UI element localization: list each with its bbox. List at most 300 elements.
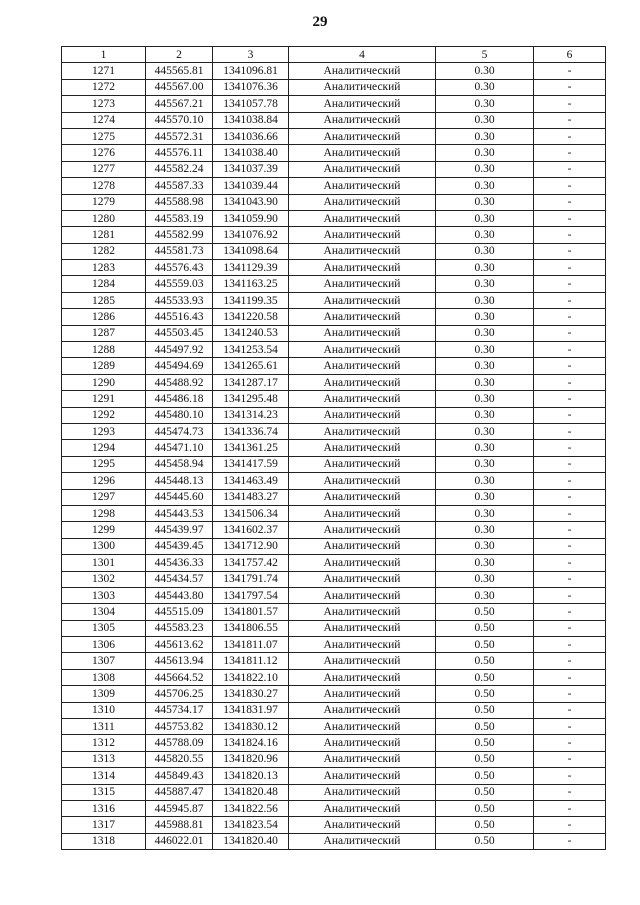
x-coordinate-cell: 445443.53 — [146, 505, 213, 521]
point-number-cell: 1318 — [62, 833, 146, 849]
table-row — [62, 800, 606, 816]
point-number-cell: 1288 — [62, 342, 146, 358]
error-cell: 0.50 — [436, 751, 534, 767]
y-coordinate-cell: 1341057.78 — [213, 96, 289, 112]
point-number-cell: 1291 — [62, 391, 146, 407]
table-row — [62, 784, 606, 800]
method-cell: Аналитический — [289, 112, 436, 128]
y-coordinate-cell: 1341824.16 — [213, 735, 289, 751]
note-cell: - — [534, 260, 606, 276]
x-coordinate-cell: 445613.94 — [146, 653, 213, 669]
note-cell: - — [534, 784, 606, 800]
x-coordinate-cell: 445583.23 — [146, 620, 213, 636]
method-cell: Аналитический — [289, 751, 436, 767]
note-cell: - — [534, 620, 606, 636]
point-number-cell: 1278 — [62, 178, 146, 194]
x-coordinate-cell: 445582.99 — [146, 227, 213, 243]
y-coordinate-cell: 1341820.13 — [213, 768, 289, 784]
x-coordinate-cell: 445533.93 — [146, 292, 213, 308]
method-cell: Аналитический — [289, 260, 436, 276]
x-coordinate-cell: 445458.94 — [146, 456, 213, 472]
error-cell: 0.50 — [436, 817, 534, 833]
table-row — [62, 342, 606, 358]
note-cell: - — [534, 473, 606, 489]
table-row — [62, 423, 606, 439]
method-cell: Аналитический — [289, 800, 436, 816]
table-row — [62, 719, 606, 735]
note-cell: - — [534, 342, 606, 358]
note-cell: - — [534, 391, 606, 407]
table-row — [62, 653, 606, 669]
note-cell: - — [534, 669, 606, 685]
method-cell: Аналитический — [289, 407, 436, 423]
note-cell: - — [534, 194, 606, 210]
method-cell: Аналитический — [289, 620, 436, 636]
note-cell: - — [534, 817, 606, 833]
table-row — [62, 194, 606, 210]
x-coordinate-cell: 445439.45 — [146, 538, 213, 554]
point-number-cell: 1286 — [62, 309, 146, 325]
table-row — [62, 407, 606, 423]
table-row — [62, 276, 606, 292]
y-coordinate-cell: 1341811.07 — [213, 637, 289, 653]
table-row — [62, 440, 606, 456]
point-number-cell: 1313 — [62, 751, 146, 767]
y-coordinate-cell: 1341038.84 — [213, 112, 289, 128]
point-number-cell: 1312 — [62, 735, 146, 751]
method-cell: Аналитический — [289, 128, 436, 144]
method-cell: Аналитический — [289, 817, 436, 833]
table-row — [62, 473, 606, 489]
error-cell: 0.30 — [436, 587, 534, 603]
point-number-cell: 1310 — [62, 702, 146, 718]
table-row — [62, 391, 606, 407]
note-cell: - — [534, 358, 606, 374]
y-coordinate-cell: 1341287.17 — [213, 374, 289, 390]
coordinates-table — [61, 46, 606, 850]
y-coordinate-cell: 1341059.90 — [213, 210, 289, 226]
column-header: 2 — [146, 47, 213, 63]
x-coordinate-cell: 445439.97 — [146, 522, 213, 538]
method-cell: Аналитический — [289, 423, 436, 439]
note-cell: - — [534, 227, 606, 243]
y-coordinate-cell: 1341038.40 — [213, 145, 289, 161]
method-cell: Аналитический — [289, 194, 436, 210]
point-number-cell: 1307 — [62, 653, 146, 669]
x-coordinate-cell: 445515.09 — [146, 604, 213, 620]
point-number-cell: 1293 — [62, 423, 146, 439]
method-cell: Аналитический — [289, 505, 436, 521]
table-row — [62, 637, 606, 653]
x-coordinate-cell: 445572.31 — [146, 128, 213, 144]
point-number-cell: 1306 — [62, 637, 146, 653]
y-coordinate-cell: 1341602.37 — [213, 522, 289, 538]
x-coordinate-cell: 445436.33 — [146, 555, 213, 571]
method-cell: Аналитический — [289, 768, 436, 784]
method-cell: Аналитический — [289, 669, 436, 685]
column-header: 6 — [534, 47, 606, 63]
y-coordinate-cell: 1341797.54 — [213, 587, 289, 603]
table-row — [62, 374, 606, 390]
y-coordinate-cell: 1341463.49 — [213, 473, 289, 489]
method-cell: Аналитический — [289, 538, 436, 554]
error-cell: 0.30 — [436, 473, 534, 489]
note-cell: - — [534, 653, 606, 669]
point-number-cell: 1271 — [62, 63, 146, 79]
point-number-cell: 1308 — [62, 669, 146, 685]
method-cell: Аналитический — [289, 440, 436, 456]
table-header-row — [62, 47, 606, 63]
method-cell: Аналитический — [289, 227, 436, 243]
note-cell: - — [534, 637, 606, 653]
method-cell: Аналитический — [289, 178, 436, 194]
note-cell: - — [534, 555, 606, 571]
y-coordinate-cell: 1341830.27 — [213, 686, 289, 702]
note-cell: - — [534, 522, 606, 538]
table-row — [62, 751, 606, 767]
note-cell: - — [534, 833, 606, 849]
y-coordinate-cell: 1341036.66 — [213, 128, 289, 144]
table-row — [62, 325, 606, 341]
x-coordinate-cell: 445497.92 — [146, 342, 213, 358]
method-cell: Аналитический — [289, 79, 436, 95]
note-cell: - — [534, 145, 606, 161]
note-cell: - — [534, 407, 606, 423]
method-cell: Аналитический — [289, 653, 436, 669]
column-header: 3 — [213, 47, 289, 63]
point-number-cell: 1303 — [62, 587, 146, 603]
x-coordinate-cell: 445576.43 — [146, 260, 213, 276]
error-cell: 0.30 — [436, 325, 534, 341]
point-number-cell: 1284 — [62, 276, 146, 292]
point-number-cell: 1311 — [62, 719, 146, 735]
note-cell: - — [534, 178, 606, 194]
note-cell: - — [534, 686, 606, 702]
table-row — [62, 96, 606, 112]
error-cell: 0.30 — [436, 505, 534, 521]
y-coordinate-cell: 1341199.35 — [213, 292, 289, 308]
x-coordinate-cell: 445565.81 — [146, 63, 213, 79]
error-cell: 0.30 — [436, 276, 534, 292]
error-cell: 0.30 — [436, 63, 534, 79]
error-cell: 0.30 — [436, 571, 534, 587]
x-coordinate-cell: 445849.43 — [146, 768, 213, 784]
point-number-cell: 1275 — [62, 128, 146, 144]
table-row — [62, 555, 606, 571]
x-coordinate-cell: 445583.19 — [146, 210, 213, 226]
note-cell: - — [534, 79, 606, 95]
y-coordinate-cell: 1341820.48 — [213, 784, 289, 800]
error-cell: 0.30 — [436, 423, 534, 439]
table-row — [62, 128, 606, 144]
point-number-cell: 1295 — [62, 456, 146, 472]
table-row — [62, 63, 606, 79]
x-coordinate-cell: 445582.24 — [146, 161, 213, 177]
method-cell: Аналитический — [289, 604, 436, 620]
table-row — [62, 227, 606, 243]
method-cell: Аналитический — [289, 276, 436, 292]
method-cell: Аналитический — [289, 702, 436, 718]
error-cell: 0.30 — [436, 538, 534, 554]
table-row — [62, 505, 606, 521]
point-number-cell: 1290 — [62, 374, 146, 390]
error-cell: 0.50 — [436, 735, 534, 751]
point-number-cell: 1314 — [62, 768, 146, 784]
error-cell: 0.50 — [436, 686, 534, 702]
note-cell: - — [534, 112, 606, 128]
error-cell: 0.50 — [436, 637, 534, 653]
method-cell: Аналитический — [289, 342, 436, 358]
y-coordinate-cell: 1341220.58 — [213, 309, 289, 325]
x-coordinate-cell: 445734.17 — [146, 702, 213, 718]
error-cell: 0.30 — [436, 128, 534, 144]
method-cell: Аналитический — [289, 522, 436, 538]
x-coordinate-cell: 445587.33 — [146, 178, 213, 194]
table-row — [62, 112, 606, 128]
x-coordinate-cell: 445559.03 — [146, 276, 213, 292]
y-coordinate-cell: 1341265.61 — [213, 358, 289, 374]
table-row — [62, 260, 606, 276]
point-number-cell: 1302 — [62, 571, 146, 587]
error-cell: 0.30 — [436, 309, 534, 325]
x-coordinate-cell: 445567.21 — [146, 96, 213, 112]
error-cell: 0.30 — [436, 440, 534, 456]
point-number-cell: 1292 — [62, 407, 146, 423]
method-cell: Аналитический — [289, 686, 436, 702]
x-coordinate-cell: 445471.10 — [146, 440, 213, 456]
table-row — [62, 686, 606, 702]
y-coordinate-cell: 1341098.64 — [213, 243, 289, 259]
point-number-cell: 1301 — [62, 555, 146, 571]
method-cell: Аналитический — [289, 587, 436, 603]
y-coordinate-cell: 1341757.42 — [213, 555, 289, 571]
y-coordinate-cell: 1341129.39 — [213, 260, 289, 276]
x-coordinate-cell: 445788.09 — [146, 735, 213, 751]
error-cell: 0.50 — [436, 800, 534, 816]
x-coordinate-cell: 445486.18 — [146, 391, 213, 407]
x-coordinate-cell: 445494.69 — [146, 358, 213, 374]
point-number-cell: 1298 — [62, 505, 146, 521]
error-cell: 0.30 — [436, 374, 534, 390]
y-coordinate-cell: 1341506.34 — [213, 505, 289, 521]
x-coordinate-cell: 446022.01 — [146, 833, 213, 849]
table-row — [62, 358, 606, 374]
method-cell: Аналитический — [289, 833, 436, 849]
table-row — [62, 292, 606, 308]
x-coordinate-cell: 445488.92 — [146, 374, 213, 390]
x-coordinate-cell: 445753.82 — [146, 719, 213, 735]
x-coordinate-cell: 445503.45 — [146, 325, 213, 341]
table-row — [62, 210, 606, 226]
table-body — [62, 63, 606, 850]
y-coordinate-cell: 1341253.54 — [213, 342, 289, 358]
x-coordinate-cell: 445480.10 — [146, 407, 213, 423]
note-cell: - — [534, 751, 606, 767]
method-cell: Аналитический — [289, 325, 436, 341]
y-coordinate-cell: 1341712.90 — [213, 538, 289, 554]
error-cell: 0.30 — [436, 555, 534, 571]
method-cell: Аналитический — [289, 243, 436, 259]
point-number-cell: 1305 — [62, 620, 146, 636]
error-cell: 0.30 — [436, 292, 534, 308]
error-cell: 0.30 — [436, 358, 534, 374]
point-number-cell: 1277 — [62, 161, 146, 177]
method-cell: Аналитический — [289, 489, 436, 505]
point-number-cell: 1283 — [62, 260, 146, 276]
point-number-cell: 1279 — [62, 194, 146, 210]
y-coordinate-cell: 1341314.23 — [213, 407, 289, 423]
x-coordinate-cell: 445820.55 — [146, 751, 213, 767]
method-cell: Аналитический — [289, 374, 436, 390]
point-number-cell: 1280 — [62, 210, 146, 226]
error-cell: 0.30 — [436, 243, 534, 259]
table-row — [62, 309, 606, 325]
method-cell: Аналитический — [289, 456, 436, 472]
column-header: 4 — [289, 47, 436, 63]
table-row — [62, 571, 606, 587]
note-cell: - — [534, 325, 606, 341]
method-cell: Аналитический — [289, 96, 436, 112]
method-cell: Аналитический — [289, 145, 436, 161]
error-cell: 0.30 — [436, 342, 534, 358]
table-row — [62, 817, 606, 833]
error-cell: 0.30 — [436, 145, 534, 161]
note-cell: - — [534, 571, 606, 587]
table-row — [62, 669, 606, 685]
note-cell: - — [534, 456, 606, 472]
note-cell: - — [534, 604, 606, 620]
note-cell: - — [534, 489, 606, 505]
point-number-cell: 1282 — [62, 243, 146, 259]
note-cell: - — [534, 309, 606, 325]
error-cell: 0.30 — [436, 112, 534, 128]
point-number-cell: 1276 — [62, 145, 146, 161]
point-number-cell: 1287 — [62, 325, 146, 341]
point-number-cell: 1274 — [62, 112, 146, 128]
page-number: 29 — [312, 14, 328, 30]
y-coordinate-cell: 1341240.53 — [213, 325, 289, 341]
method-cell: Аналитический — [289, 358, 436, 374]
x-coordinate-cell: 445581.73 — [146, 243, 213, 259]
note-cell: - — [534, 128, 606, 144]
method-cell: Аналитический — [289, 637, 436, 653]
error-cell: 0.50 — [436, 653, 534, 669]
point-number-cell: 1294 — [62, 440, 146, 456]
table-row — [62, 768, 606, 784]
method-cell: Аналитический — [289, 210, 436, 226]
point-number-cell: 1273 — [62, 96, 146, 112]
error-cell: 0.50 — [436, 604, 534, 620]
note-cell: - — [534, 768, 606, 784]
note-cell: - — [534, 505, 606, 521]
table-row — [62, 735, 606, 751]
note-cell: - — [534, 440, 606, 456]
method-cell: Аналитический — [289, 473, 436, 489]
table-row — [62, 833, 606, 849]
table-row — [62, 587, 606, 603]
column-header: 5 — [436, 47, 534, 63]
y-coordinate-cell: 1341822.10 — [213, 669, 289, 685]
x-coordinate-cell: 445516.43 — [146, 309, 213, 325]
table-row — [62, 522, 606, 538]
y-coordinate-cell: 1341076.92 — [213, 227, 289, 243]
note-cell: - — [534, 374, 606, 390]
y-coordinate-cell: 1341822.56 — [213, 800, 289, 816]
point-number-cell: 1281 — [62, 227, 146, 243]
note-cell: - — [534, 423, 606, 439]
x-coordinate-cell: 445434.57 — [146, 571, 213, 587]
x-coordinate-cell: 445448.13 — [146, 473, 213, 489]
x-coordinate-cell: 445576.11 — [146, 145, 213, 161]
note-cell: - — [534, 719, 606, 735]
error-cell: 0.30 — [436, 227, 534, 243]
error-cell: 0.30 — [436, 522, 534, 538]
method-cell: Аналитический — [289, 161, 436, 177]
x-coordinate-cell: 445567.00 — [146, 79, 213, 95]
table-row — [62, 161, 606, 177]
y-coordinate-cell: 1341361.25 — [213, 440, 289, 456]
error-cell: 0.30 — [436, 489, 534, 505]
table-row — [62, 489, 606, 505]
x-coordinate-cell: 445570.10 — [146, 112, 213, 128]
error-cell: 0.30 — [436, 79, 534, 95]
note-cell: - — [534, 63, 606, 79]
error-cell: 0.30 — [436, 210, 534, 226]
y-coordinate-cell: 1341295.48 — [213, 391, 289, 407]
point-number-cell: 1304 — [62, 604, 146, 620]
method-cell: Аналитический — [289, 555, 436, 571]
x-coordinate-cell: 445443.80 — [146, 587, 213, 603]
y-coordinate-cell: 1341483.27 — [213, 489, 289, 505]
x-coordinate-cell: 445588.98 — [146, 194, 213, 210]
x-coordinate-cell: 445613.62 — [146, 637, 213, 653]
y-coordinate-cell: 1341830.12 — [213, 719, 289, 735]
y-coordinate-cell: 1341823.54 — [213, 817, 289, 833]
table-row — [62, 145, 606, 161]
method-cell: Аналитический — [289, 309, 436, 325]
table-row — [62, 620, 606, 636]
y-coordinate-cell: 1341820.40 — [213, 833, 289, 849]
method-cell: Аналитический — [289, 719, 436, 735]
table-row — [62, 178, 606, 194]
table-row — [62, 604, 606, 620]
error-cell: 0.50 — [436, 719, 534, 735]
point-number-cell: 1309 — [62, 686, 146, 702]
table-row — [62, 79, 606, 95]
error-cell: 0.30 — [436, 407, 534, 423]
error-cell: 0.50 — [436, 702, 534, 718]
x-coordinate-cell: 445887.47 — [146, 784, 213, 800]
table-row — [62, 702, 606, 718]
y-coordinate-cell: 1341820.96 — [213, 751, 289, 767]
error-cell: 0.30 — [436, 194, 534, 210]
x-coordinate-cell: 445988.81 — [146, 817, 213, 833]
y-coordinate-cell: 1341037.39 — [213, 161, 289, 177]
y-coordinate-cell: 1341811.12 — [213, 653, 289, 669]
error-cell: 0.50 — [436, 620, 534, 636]
point-number-cell: 1300 — [62, 538, 146, 554]
point-number-cell: 1285 — [62, 292, 146, 308]
x-coordinate-cell: 445706.25 — [146, 686, 213, 702]
method-cell: Аналитический — [289, 63, 436, 79]
table-row — [62, 243, 606, 259]
error-cell: 0.30 — [436, 260, 534, 276]
note-cell: - — [534, 587, 606, 603]
method-cell: Аналитический — [289, 784, 436, 800]
y-coordinate-cell: 1341806.55 — [213, 620, 289, 636]
note-cell: - — [534, 210, 606, 226]
y-coordinate-cell: 1341791.74 — [213, 571, 289, 587]
